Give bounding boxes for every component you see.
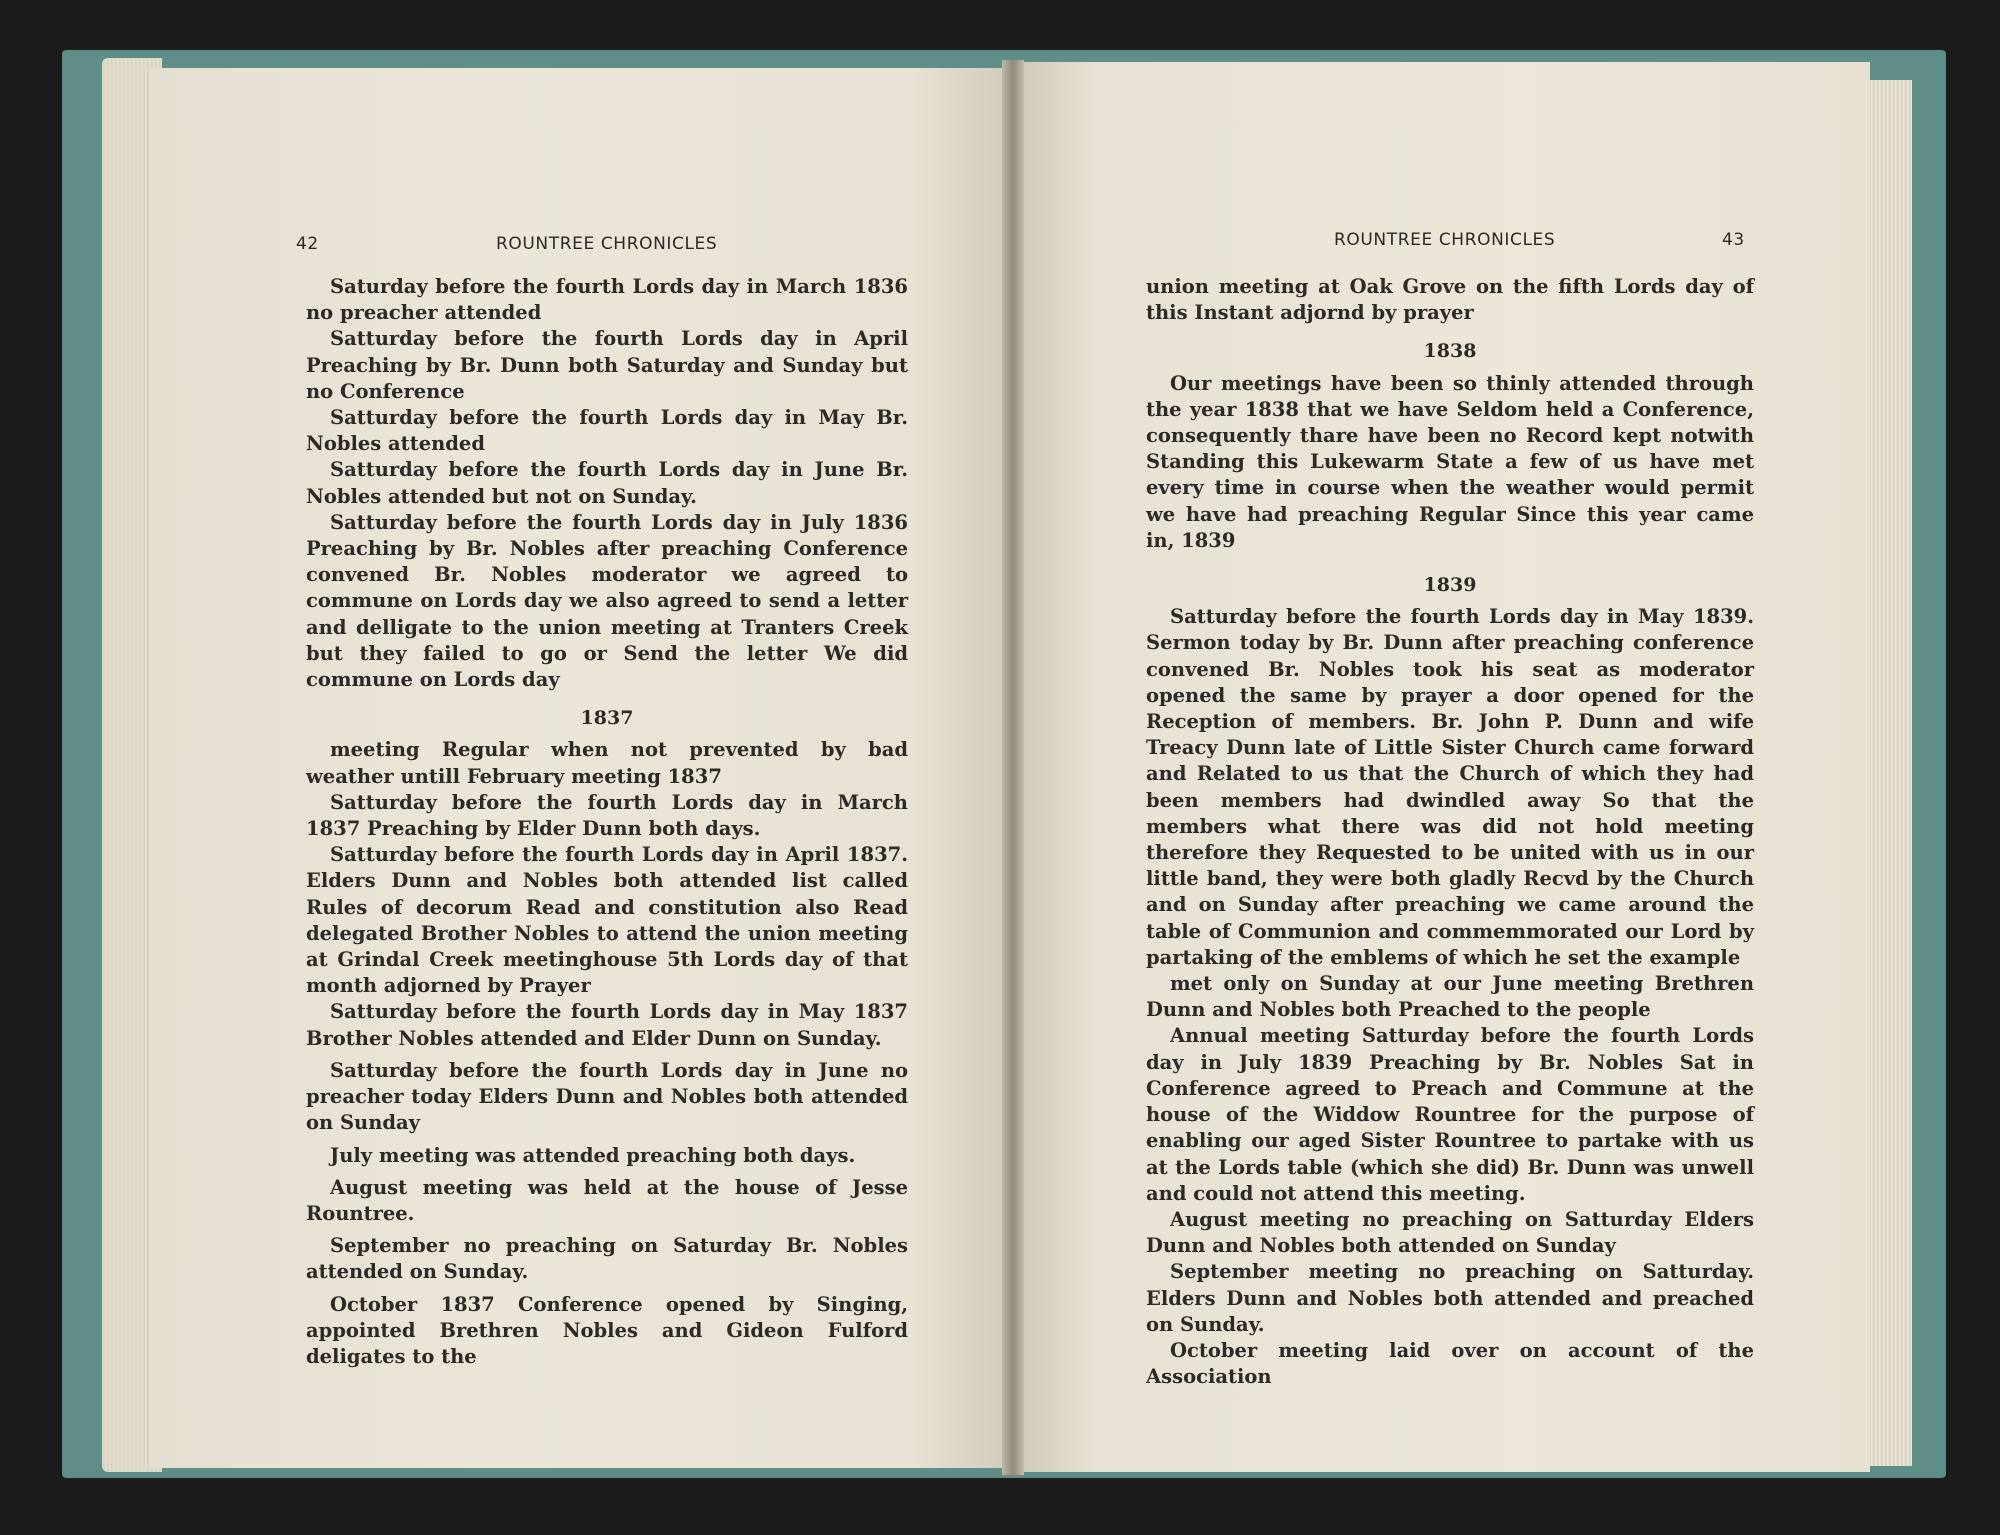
year-heading-1838: 1838 [1423,340,1477,363]
paragraph: Satturday before the fourth Lords day in April Preaching by Br. Dunn both Saturday and Sunday but no Conference [306,327,908,403]
paragraph: Satturday before the fourth Lords day in April 1837. Elders Dunn and Nobles both attended list called Rules of decorum Read and constitution also Read delegated Brother Nobles to attend the union meeting at Grindal Creek meetinghouse 5th Lords day of that month adjorned by Prayer [306,843,908,998]
paragraph: Satturday before the fourth Lords day in May 1839. Sermon today by Br. Dunn after preaching conference convened Br. Nobles took his seat as moderator opened the same by prayer a door opened for the Reception of members. Br. John P. Dunn and wife Treacy Dunn late of Little Sister Church came forward and Related to us that the Church of which they had been members had dwindled away So that the members what there was did not hold meeting therefore they Requested to be united with us in our little band, they were both gladly Recvd by the Church and on Sunday after preaching we came around the table of Communion and commemmorated our Lord by partaking of the emblems of which he set the example [1146,605,1754,969]
paragraph: September no preaching on Saturday Br. Nobles attended on Sunday. [306,1234,908,1284]
paragraph: Satturday before the fourth Lords day in June no preacher today Elders Dunn and Nobles both attended on Sunday [306,1058,908,1135]
paragraph: met only on Sunday at our June meeting Brethren Dunn and Nobles both Preached to the people [1146,972,1754,1022]
paragraph: union meeting at Oak Grove on the fifth Lords day of this Instant adjornd by prayer [1146,275,1754,325]
paragraph: July meeting was attended preaching both days. [330,1143,856,1167]
book-gutter [1002,60,1024,1475]
right-running-head: ROUNTREE CHRONICLES [1334,230,1556,250]
paragraph: August meeting was held at the house of Jesse Rountree. [306,1175,908,1225]
paragraph: October meeting laid over on account of the Association [1146,1338,1754,1389]
paragraph: Satturday before the fourth Lords day in June Br. Nobles attended but not on Sunday. [306,458,908,508]
paragraph: Satturday before the fourth Lords day in July 1836 Preaching by Br. Nobles after preaching Conference convened Br. Nobles moderator we agreed to commune on Lords day we also agreed to send a letter and delligate to the union meeting at Tranters Creek but they failed to go or Send the letter We did commune on Lords day [306,510,908,692]
right-text-block [1146,274,1754,1390]
left-page-number: 42 [296,234,319,254]
paragraph: Our meetings have been so thinly attended through the year 1838 that we have Seldom held a Conference, consequently thare have been no Record kept notwith Standing this Lukewarm State a few of us have met every time in course when the weather would permit we have had preaching Regular Since this year came in, 1839 [1146,371,1754,552]
paragraph: October 1837 Conference opened by Singing, appointed Brethren Nobles and Gideon Fulford deligates to the [306,1292,908,1368]
paragraph: Annual meeting Satturday before the fourth Lords day in July 1839 Preaching by Br. Nobles Sat in Conference agreed to Preach and Commune at the house of the Widdow Rountree for the purpose of enabling our aged Sister Rountree to partake with us at the Lords table (which she did) Br. Dunn was unwell and could not attend this meeting. [1146,1024,1754,1205]
left-text-block [306,274,908,1370]
left-running-head: ROUNTREE CHRONICLES [496,234,718,254]
paragraph: Satturday before the fourth Lords day in May Br. Nobles attended [306,406,908,456]
paragraph: August meeting no preaching on Satturday Elders Dunn and Nobles both attended on Sunday [1146,1207,1754,1258]
right-page-number: 43 [1722,230,1745,250]
paragraph: meeting Regular when not prevented by bad weather untill February meeting 1837 [306,738,908,788]
year-heading-1837: 1837 [580,707,634,730]
page-edges-right [1868,80,1912,1466]
paragraph: Saturday before the fourth Lords day in March 1836 no preacher attended [306,275,908,325]
paragraph: September meeting no preaching on Satturday. Elders Dunn and Nobles both attended and preached on Sunday. [1146,1260,1754,1336]
paragraph: Satturday before the fourth Lords day in March 1837 Preaching by Elder Dunn both days. [306,790,908,841]
left-page [150,68,1015,1468]
right-page [1008,62,1870,1472]
year-heading-1839: 1839 [1423,574,1477,597]
paragraph: Satturday before the fourth Lords day in May 1837 Brother Nobles attended and Elder Dunn on Sunday. [306,1000,908,1050]
